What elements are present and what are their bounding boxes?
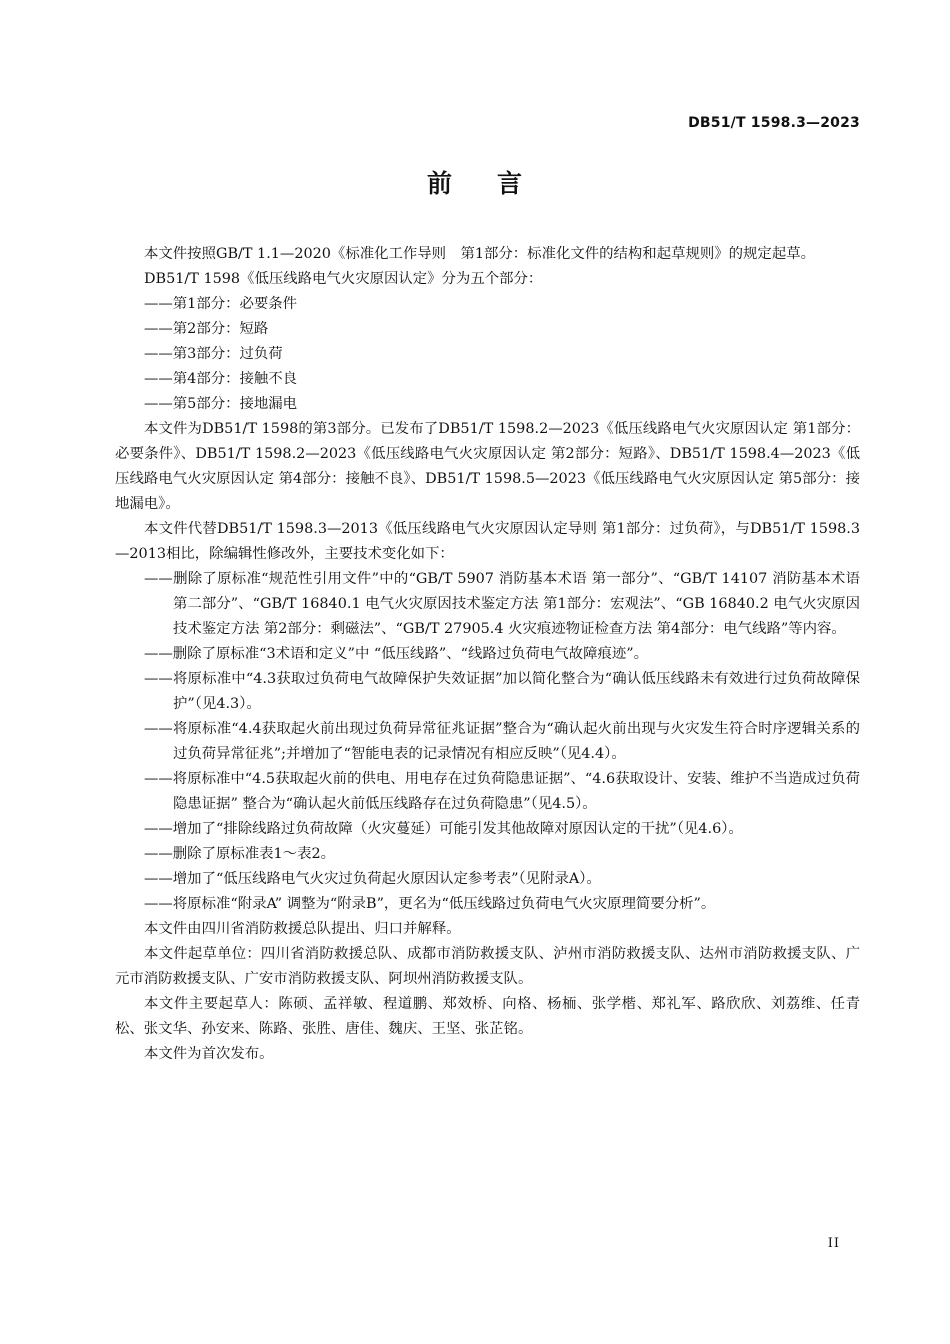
paragraph-replacement: 本文件代替DB51/T 1598.3—2013《低压线路电气火灾原因认定导则 第1部分：过负荷》，与DB51/T 1598.3—2013相比，除编辑性修改外，主要技术变化如下： — [115, 521, 860, 562]
list-item-part-5: ——第5部分：接地漏电 — [144, 396, 298, 412]
list-item-part-4: ——第4部分：接触不良 — [144, 371, 298, 387]
paragraph-drafters: 本文件主要起草人：陈硕、孟祥敏、程道鹏、郑效桥、向格、杨栭、张学楷、郑礼军、路欣欣、刘荔维、任青松、张文华、孙安来、陈路、张胜、唐佳、魏庆、王坚、张芷铭。 — [115, 996, 860, 1037]
document-body — [115, 242, 860, 1067]
paragraph-drafting-rules: 本文件按照GB/T 1.1—2020《标准化工作导则 第1部分：标准化文件的结构和起草规则》的规定起草。 — [144, 246, 815, 262]
list-item-change-2: ——删除了原标准“3术语和定义”中 “低压线路”、“线路过负荷电气故障痕迹”。 — [144, 646, 648, 662]
list-item-part-3: ——第3部分：过负荷 — [144, 346, 283, 362]
list-item-change-5: ——将原标准中“4.5获取起火前的供电、用电存在过负荷隐患证据”、“4.6获取设计、安装、维护不当造成过负荷隐患证据” 整合为“确认起火前低压线路存在过负荷隐患”（见4.5）。 — [144, 771, 860, 812]
paragraph-published-parts: 本文件为DB51/T 1598的第3部分。已发布了DB51/T 1598.2—2023《低压线路电气火灾原因认定 第1部分：必要条件》、DB51/T 1598.2—2023《低压线路电气火灾原因认定 第2部分：短路》、DB51/T 1598.4—2023《低压线路电气火灾原因认定 第4部分：接触不良》、DB51/T 1598.5—2023《低压线路电气火灾原因认定 第5部分：接地漏电》。 — [115, 421, 860, 512]
page-number: II — [827, 1236, 840, 1251]
paragraph-first-release: 本文件为首次发布。 — [144, 1046, 274, 1062]
list-item-change-4: ——将原标准“4.4获取起火前出现过负荷异常征兆证据”整合为“确认起火前出现与火灾发生符合时序逻辑关系的过负荷异常征兆”;并增加了“智能电表的记录情况有相应反映”（见4.4）。 — [144, 721, 860, 762]
list-item-change-6: ——增加了“排除线路过负荷故障（火灾蔓延）可能引发其他故障对原因认定的干扰”（见4.6）。 — [144, 821, 743, 837]
list-item-change-3: ——将原标准中“4.3获取过负荷电气故障保护失效证据”加以简化整合为“确认低压线路未有效进行过负荷故障保护”（见4.3）。 — [144, 671, 860, 712]
paragraph-drafting-units: 本文件起草单位：四川省消防救援总队、成都市消防救援支队、泸州市消防救援支队、达州市消防救援支队、广元市消防救援支队、广安市消防救援支队、阿坝州消防救援支队。 — [115, 946, 860, 987]
title-char-1: 前 — [426, 169, 453, 198]
list-item-part-2: ——第2部分：短路 — [144, 321, 269, 337]
list-item-change-1: ——删除了原标准“规范性引用文件”中的“GB/T 5907 消防基本术语 第一部分”、“GB/T 14107 消防基本术语 第二部分”、“GB/T 16840.1 电气火灾原因技术鉴定方法 第1部分：宏观法”、“GB 16840.2 电气火灾原因技术鉴定方法 第2部分：剩磁法”、“GB/T 27905.4 火灾痕迹物证检查方法 第4部分：电气线路”等内容。 — [144, 571, 860, 637]
standard-code: DB51/T 1598.3—2023 — [688, 115, 860, 131]
paragraph-parts-intro: DB51/T 1598《低压线路电气火灾原因认定》分为五个部分： — [144, 271, 543, 287]
list-item-part-1: ——第1部分：必要条件 — [144, 296, 298, 312]
paragraph-proposer: 本文件由四川省消防救援总队提出、归口并解释。 — [144, 921, 461, 937]
list-item-change-9: ——将原标准“附录A” 调整为“附录B”，更名为“低压线路过负荷电气火灾原理简要分析”。 — [144, 896, 716, 912]
list-item-change-8: ——增加了“低压线路电气火灾过负荷起火原因认定参考表”（见附录A）。 — [144, 871, 601, 887]
title-char-2: 言 — [497, 169, 524, 198]
page-title — [0, 164, 950, 200]
list-item-change-7: ——删除了原标准表1～表2。 — [144, 846, 335, 862]
